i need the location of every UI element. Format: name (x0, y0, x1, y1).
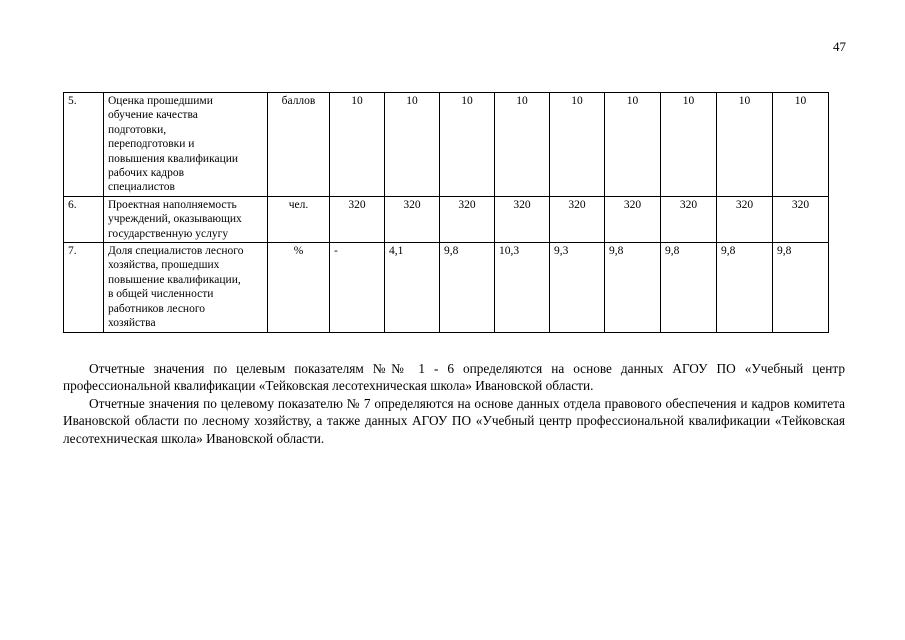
indicator-name-line: Оценка прошедшими (108, 95, 213, 107)
indicator-name-line: специалистов (108, 181, 175, 194)
unit-cell: чел. (268, 196, 330, 242)
value-cell: 10 (717, 93, 773, 197)
unit-cell: % (268, 243, 330, 332)
row-number: 6. (64, 196, 104, 242)
value-cell: 10 (495, 93, 550, 197)
value-cell: 10 (550, 93, 605, 197)
notes-section (63, 360, 845, 447)
value-cell: 9,3 (550, 243, 605, 332)
value-cell: 10,3 (495, 243, 550, 332)
indicator-name-line: хозяйства, прошедших (108, 259, 220, 272)
value-cell: 10 (385, 93, 440, 197)
indicator-name-line: повышения квалификации (108, 152, 239, 165)
value-cell: 9,8 (440, 243, 495, 332)
indicator-name-line: государственную услугу (108, 227, 229, 240)
value-cell: 10 (330, 93, 385, 197)
value-cell: 320 (330, 196, 385, 242)
value-cell: 10 (661, 93, 717, 197)
value-cell: 9,8 (605, 243, 661, 332)
note-paragraph-2: Отчетные значения по целевому показателю № 7 определяются на основе данных отдела правового обеспечения и кадров комитета Ивановской области по лесному хозяйству, а также данных АГОУ ПО «Учебный центр профессиональной квалификации «Тейковская лесотехническая школа» Ивановской области. (63, 395, 845, 446)
indicator-name-line: хозяйства (108, 317, 156, 330)
value-cell: 320 (605, 196, 661, 242)
value-cell: 10 (440, 93, 495, 197)
value-cell: 9,8 (717, 243, 773, 332)
indicator-name-line: подготовки, (108, 123, 167, 136)
indicator-name (104, 196, 268, 242)
value-cell: 320 (495, 196, 550, 242)
value-cell: 320 (773, 196, 829, 242)
value-cell: - (330, 243, 385, 332)
value-cell: 320 (717, 196, 773, 242)
indicator-name-line: переподготовки и (108, 138, 195, 151)
note-paragraph-1: Отчетные значения по целевым показателям №№ 1 - 6 определяются на основе данных АГОУ ПО «Учебный центр профессиональной квалификации «Тейковская лесотехническая школа» Ивановской области. (63, 361, 845, 394)
unit-cell: баллов (268, 93, 330, 197)
indicator-name-line: повышение квалификации, (108, 273, 241, 286)
indicator-name (104, 243, 268, 332)
value-cell: 10 (773, 93, 829, 197)
value-cell: 320 (385, 196, 440, 242)
indicators-table (63, 92, 829, 333)
table-row (64, 93, 829, 197)
indicator-name-line: Проектная наполняемость (108, 198, 237, 211)
value-cell: 10 (605, 93, 661, 197)
row-number: 5. (64, 93, 104, 197)
table-row (64, 196, 829, 242)
value-cell: 320 (440, 196, 495, 242)
value-cell: 9,8 (773, 243, 829, 332)
value-cell: 320 (661, 196, 717, 242)
table-body (64, 93, 829, 333)
page-number: 47 (833, 39, 846, 54)
indicator-name-line: в общей численности (108, 288, 214, 301)
table-row (64, 243, 829, 332)
indicator-name-line: рабочих кадров (108, 167, 185, 180)
indicator-name-line: учреждений, оказывающих (108, 213, 242, 226)
value-cell: 320 (550, 196, 605, 242)
indicator-name-line: обучение качества (108, 109, 198, 122)
indicator-name-line: работников лесного (108, 302, 206, 315)
indicator-name (104, 93, 268, 197)
value-cell: 9,8 (661, 243, 717, 332)
value-cell: 4,1 (385, 243, 440, 332)
row-number: 7. (64, 243, 104, 332)
indicator-name-line: Доля специалистов лесного (108, 245, 244, 258)
